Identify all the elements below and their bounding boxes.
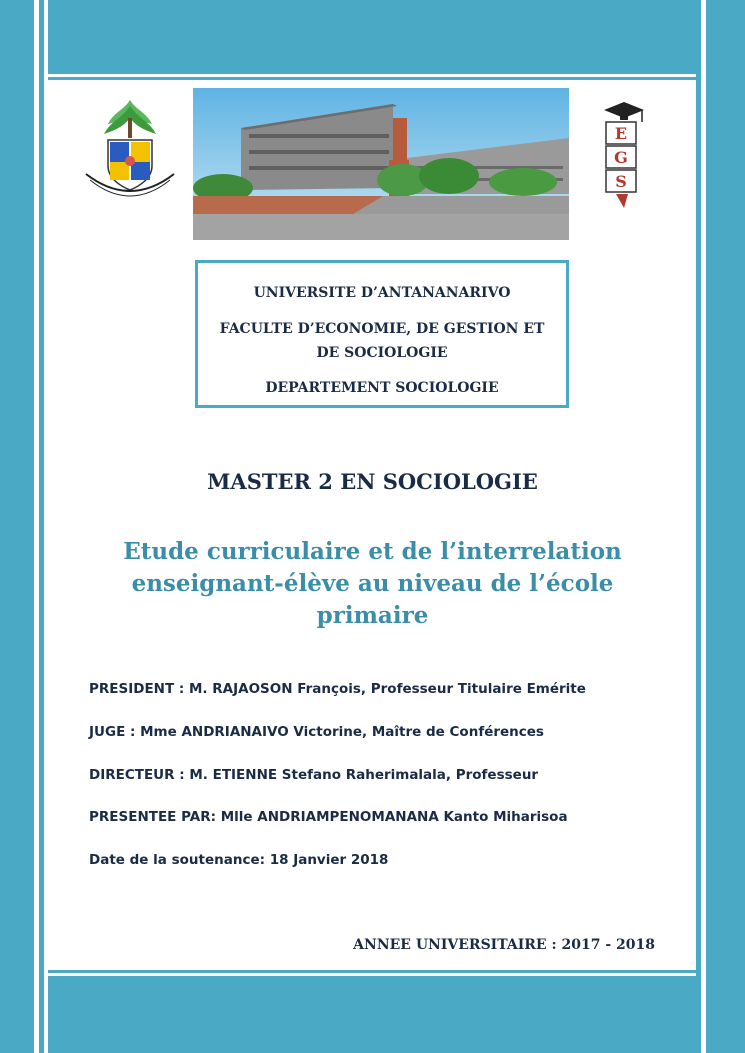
left-frame-outer — [0, 0, 34, 1053]
university-crest-icon — [80, 96, 180, 204]
egs-letter-g: G — [614, 148, 628, 167]
thesis-title-line2: enseignant-élève au niveau de l’école — [131, 570, 614, 597]
faculty-name-line1: FACULTE D’ECONOMIE, DE GESTION ET — [219, 321, 545, 337]
egs-letter-s: S — [615, 172, 627, 191]
faculty-name-line2: DE SOCIOLOGIE — [316, 345, 448, 361]
academic-year: ANNEE UNIVERSITAIRE : 2017 - 2018 — [353, 937, 655, 953]
presenter: PRESENTEE PAR: Mlle ANDRIAMPENOMANANA Kanto Miharisoa — [89, 809, 568, 825]
right-frame-outer — [706, 0, 745, 1053]
university-name: UNIVERSITE D’ANTANANARIVO — [253, 285, 511, 301]
top-banner-rule — [0, 77, 745, 80]
institution-box — [195, 260, 569, 408]
thesis-title — [110, 536, 635, 632]
degree-title: MASTER 2 EN SOCIOLOGIE — [207, 469, 538, 494]
egs-letter-e: E — [614, 124, 628, 143]
department-name: DEPARTEMENT SOCIOLOGIE — [265, 380, 499, 396]
bottom-banner-rule — [0, 970, 745, 973]
left-frame-gap-2 — [44, 0, 48, 1053]
jury-president: PRESIDENT : M. RAJAOSON François, Professeur Titulaire Emérite — [89, 681, 586, 697]
top-banner — [0, 0, 745, 74]
egs-logo-icon — [598, 100, 646, 210]
bottom-banner — [0, 976, 745, 1053]
defense-date: Date de la soutenance: 18 Janvier 2018 — [89, 852, 389, 868]
thesis-title-line1: Etude curriculaire et de l’interrelation — [123, 538, 622, 565]
jury-judge: JUGE : Mme ANDRIANAIVO Victorine, Maître de Conférences — [89, 724, 544, 740]
thesis-title-line3: primaire — [316, 602, 429, 629]
campus-photo — [193, 88, 569, 240]
jury-director: DIRECTEUR : M. ETIENNE Stefano Raherimalala, Professeur — [89, 767, 539, 783]
